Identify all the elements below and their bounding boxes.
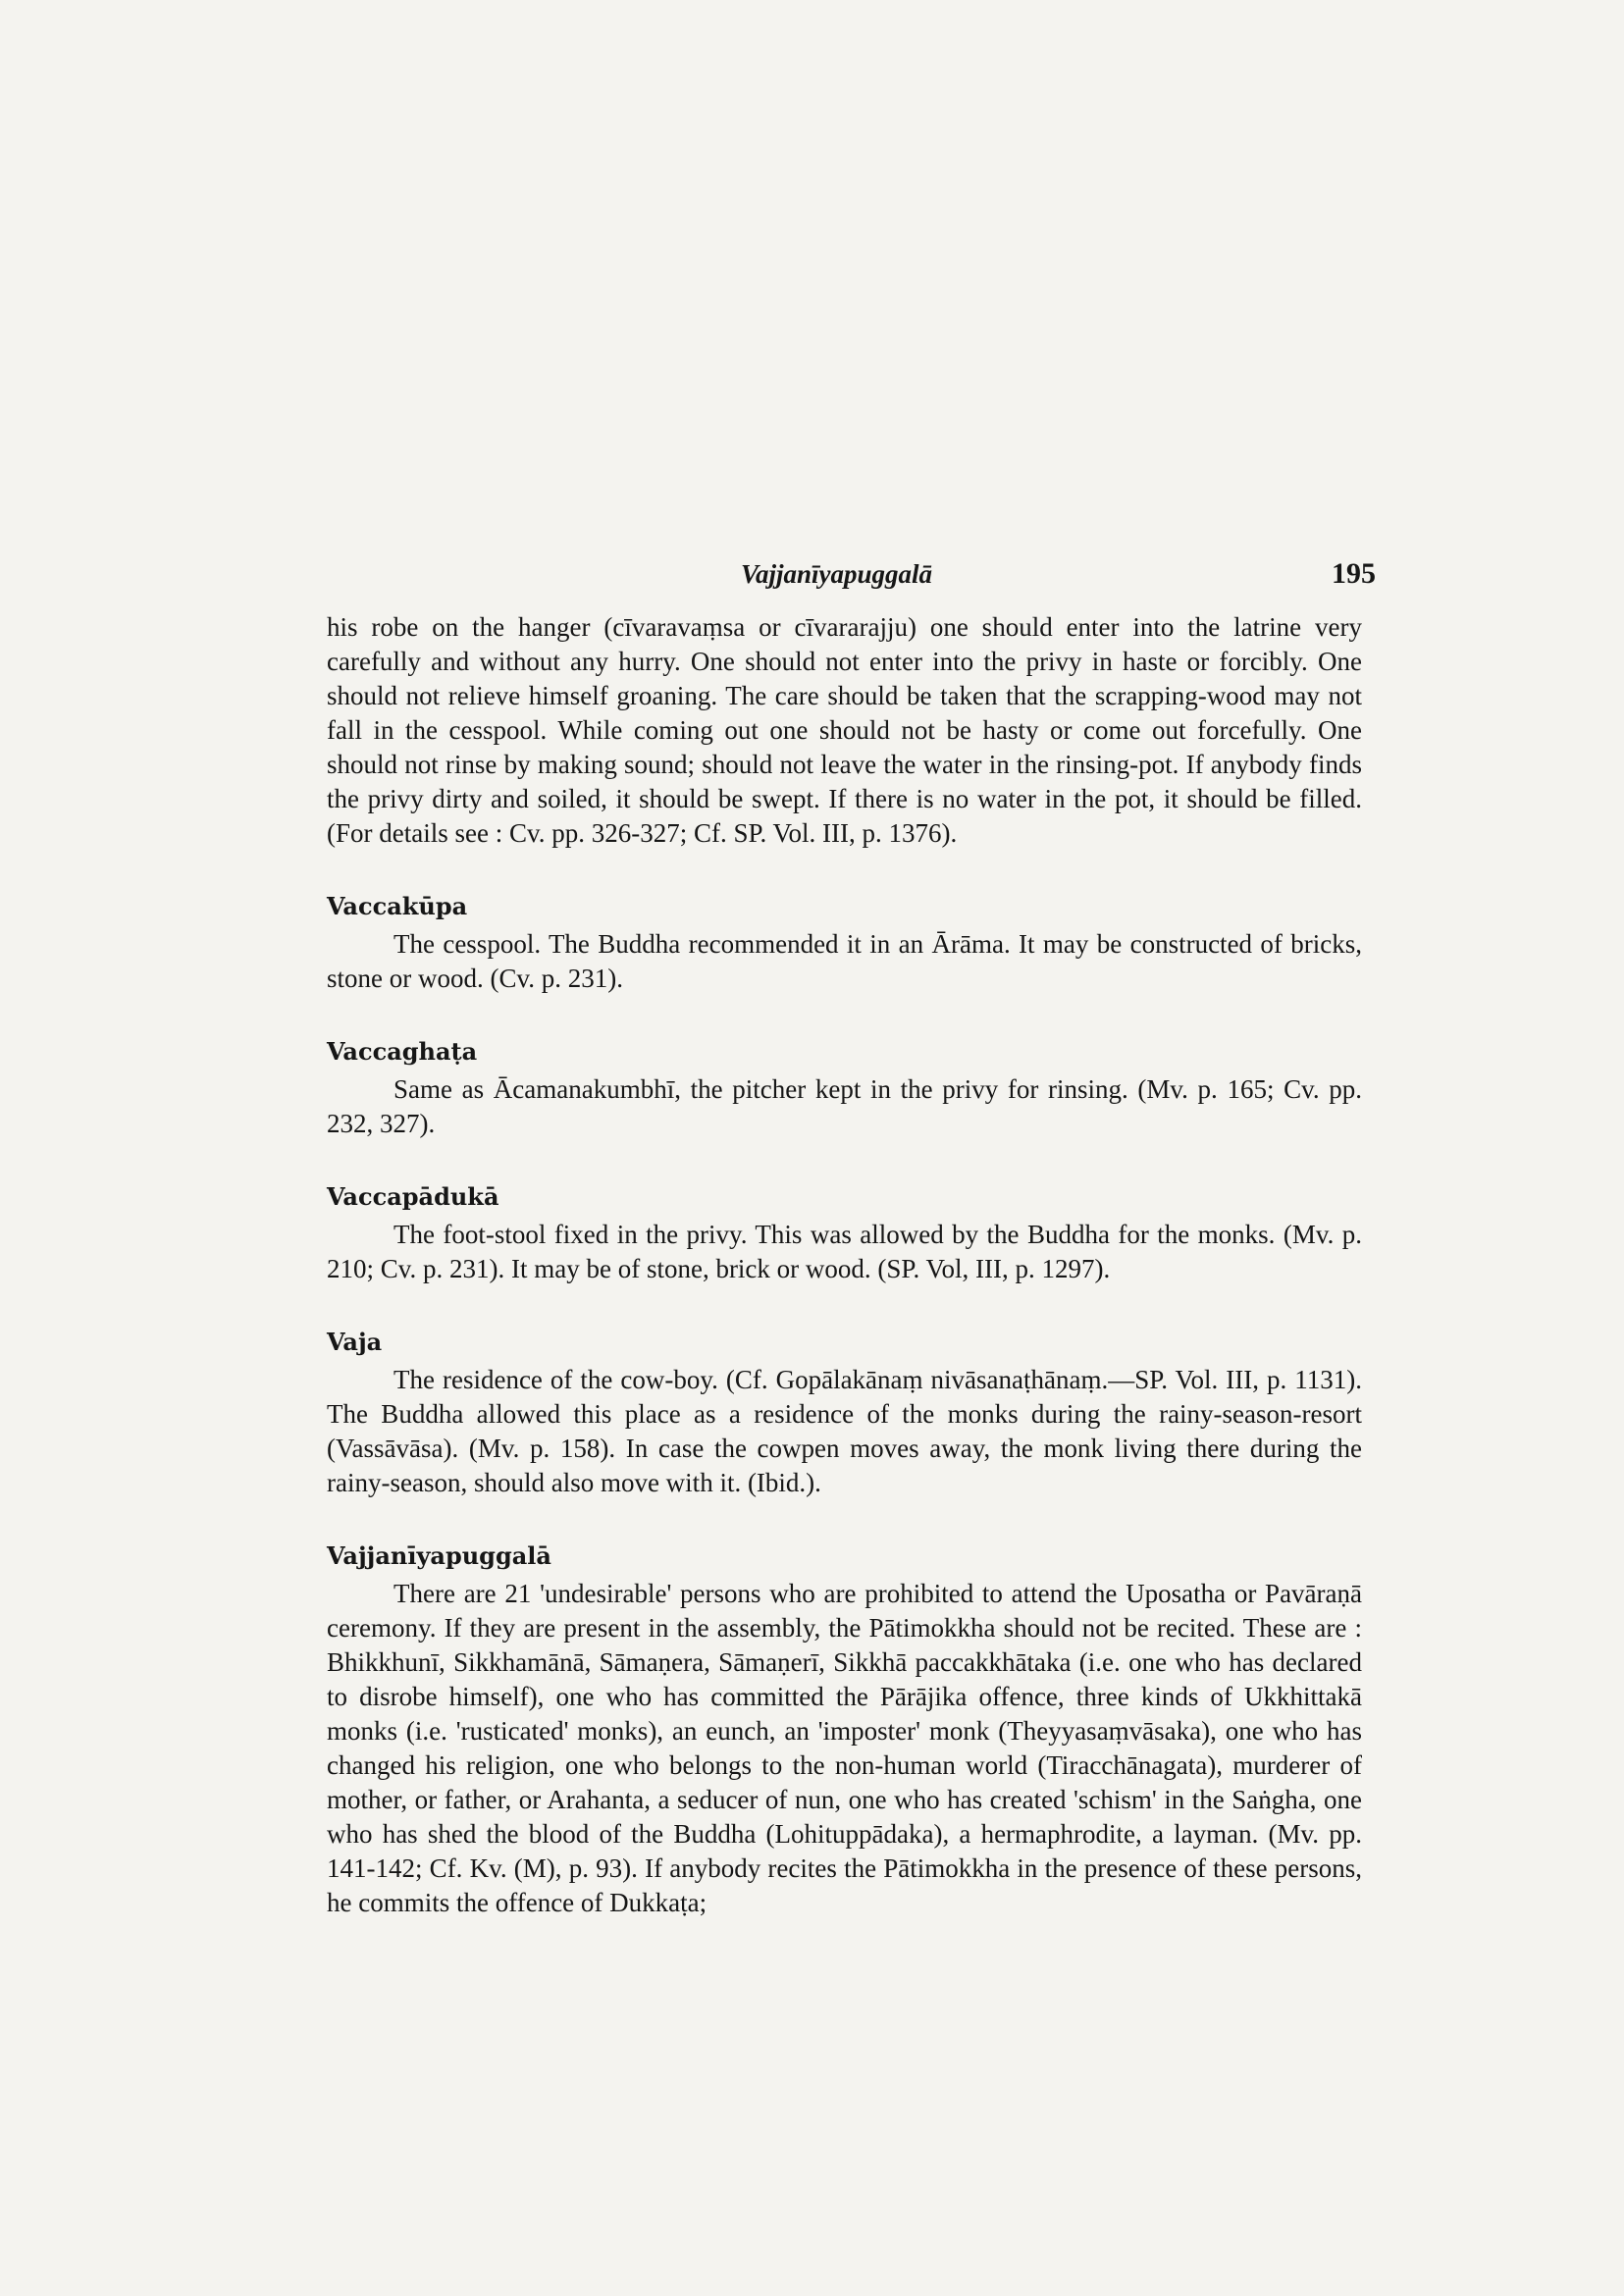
entry-definition: The cesspool. The Buddha recommended it in an Ārāma. It may be constructed of bricks, stone or wood. (Cv. p. 231).: [327, 929, 1362, 993]
entry-headword: Vaccapādukā: [327, 1182, 499, 1211]
running-title: Vajjanīyapuggalā: [741, 559, 933, 589]
page-header: [0, 559, 1624, 599]
entry-definition: The residence of the cow-boy. (Cf. Gopālakānaṃ nivāsanaṭhānaṃ.—SP. Vol. III, p. 1131). The Buddha allowed this place as a residence of the monks during the rainy-season-resort (Vassāvāsa). (Mv. p. 158). In case the cowpen moves away, the monk living there during the rainy-season, should also move with it. (Ibid.).: [327, 1365, 1362, 1497]
page-body: [327, 610, 1362, 1920]
entry-definition: Same as Ācamanakumbhī, the pitcher kept in the privy for rinsing. (Mv. p. 165; Cv. pp. 232, 327).: [327, 1074, 1362, 1138]
dictionary-entry: [327, 890, 1362, 996]
page-number: 195: [1332, 557, 1376, 590]
entry-headword: Vaja: [327, 1328, 383, 1356]
dictionary-entry: [327, 1035, 1362, 1141]
entry-headword: Vaccakūpa: [327, 892, 468, 920]
dictionary-entry: [327, 1326, 1362, 1500]
continuation-paragraph: his robe on the hanger (cīvaravaṃsa or cīvararajju) one should enter into the latrine very carefully and without any hurry. One should not enter into the privy in haste or forcibly. One should not relieve himself groaning. The care should be taken that the scrapping-wood may not fall in the cesspool. While coming out one should not be hasty or come out forcefully. One should not rinse by making sound; should not leave the water in the rinsing-pot. If anybody finds the privy dirty and soiled, it should be swept. If there is no water in the pot, it should be filled. (For details see : Cv. pp. 326-327; Cf. SP. Vol. III, p. 1376).: [327, 612, 1362, 848]
entry-headword: Vajjanīyapuggalā: [327, 1541, 551, 1570]
entry-definition: There are 21 'undesirable' persons who are prohibited to attend the Uposatha or Pavāraṇā ceremony. If they are present in the assembly, the Pātimokkha should not be recited. These are : Bhikkhunī, Sikkhamānā, Sāmaṇera, Sāmaṇerī, Sikkhā paccakkhātaka (i.e. one who has declared to disrobe himself), one who has committed the Pārājika offence, three kinds of Ukkhittakā monks (i.e. 'rusticated' monks), an eunch, an 'imposter' monk (Theyyasaṃvāsaka), one who has changed his religion, one who belongs to the non-human world (Tiracchānagata), murderer of mother, or father, or Arahanta, a seducer of nun, one who has created 'schism' in the Saṅgha, one who has shed the blood of the Buddha (Lohituppādaka), a hermaphrodite, a layman. (Mv. pp. 141-142; Cf. Kv. (M), p. 93). If anybody recites the Pātimokkha in the presence of these persons, he commits the offence of Dukkaṭa;: [327, 1579, 1362, 1917]
entry-headword: Vaccaghaṭa: [327, 1037, 478, 1066]
dictionary-entry: [327, 1180, 1362, 1286]
entry-definition: The foot-stool fixed in the privy. This was allowed by the Buddha for the monks. (Mv. p. 210; Cv. p. 231). It may be of stone, brick or wood. (SP. Vol, III, p. 1297).: [327, 1220, 1362, 1283]
dictionary-entry: [327, 1539, 1362, 1920]
